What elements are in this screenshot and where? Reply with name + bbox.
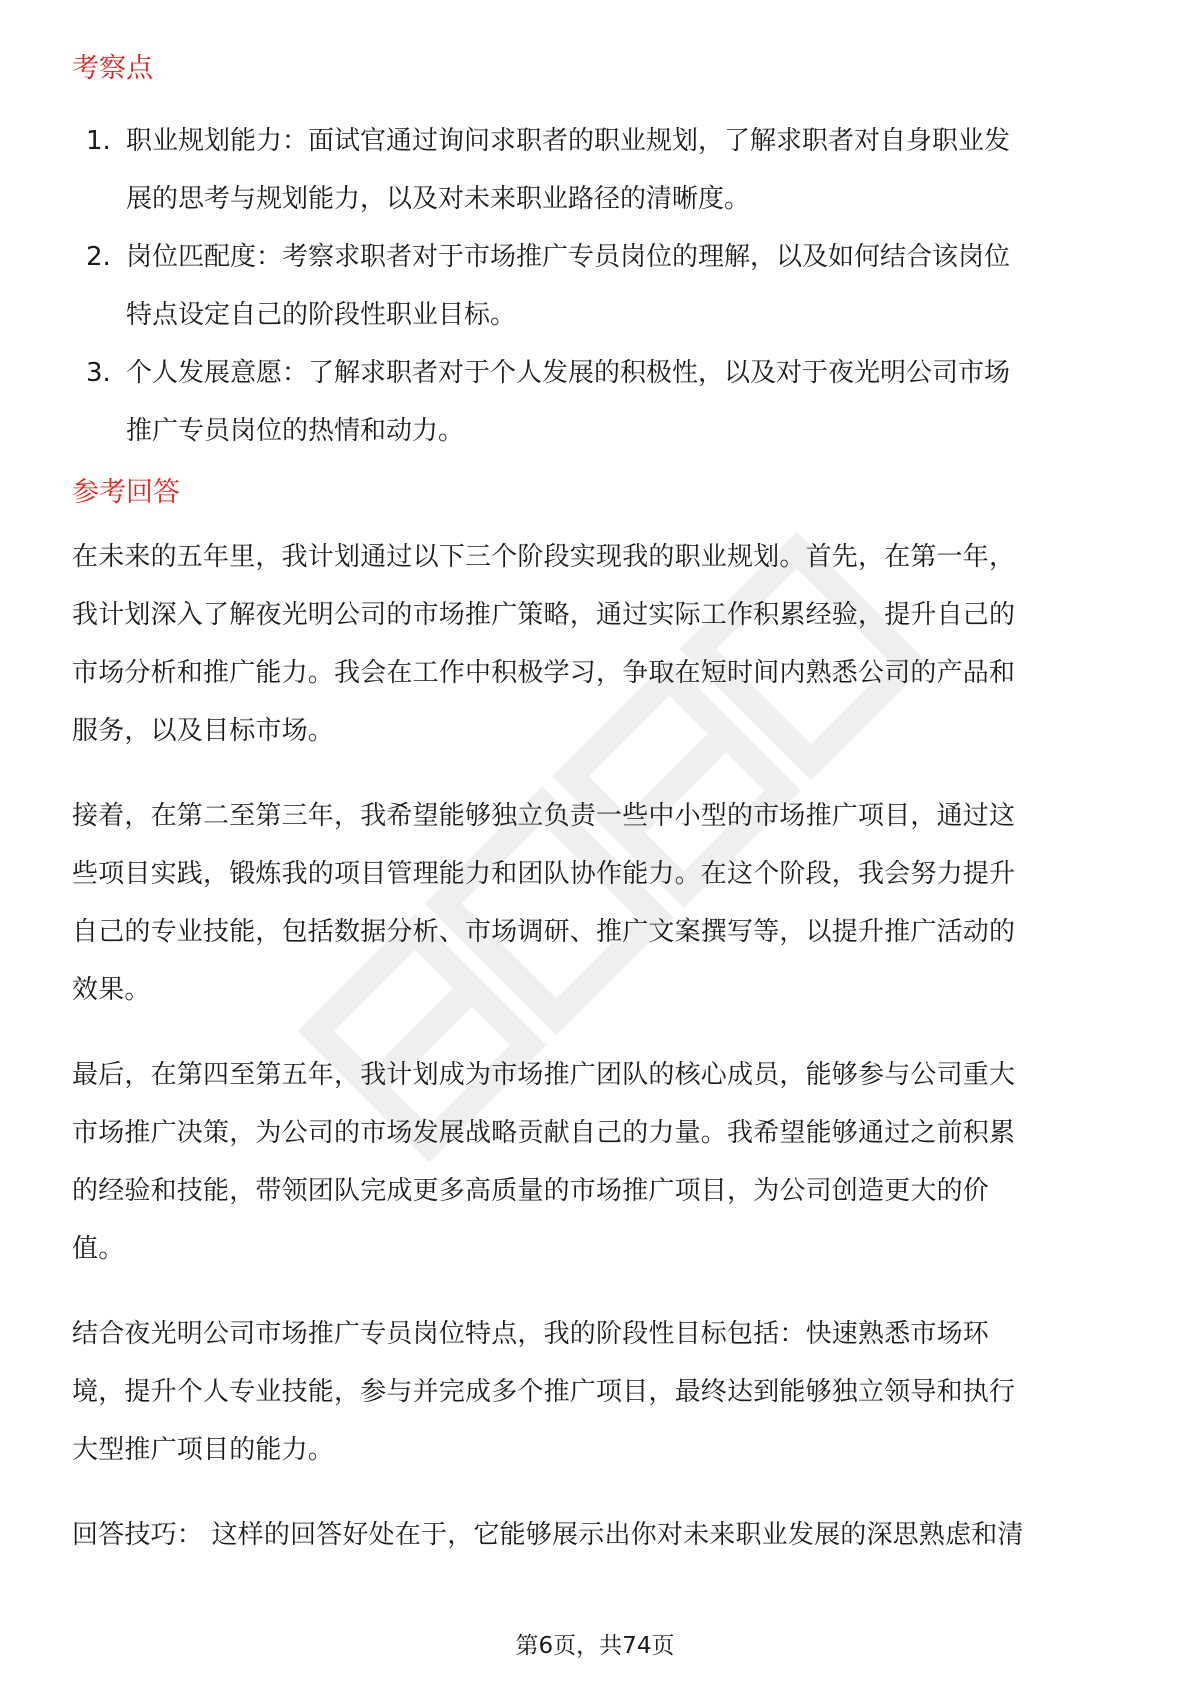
paragraph-line: 效果。 [72,975,151,1005]
paragraph-line: 在未来的五年里，我计划通过以下三个阶段实现我的职业规划。首先，在第一年， [72,542,1016,572]
paragraph-line: 回答技巧： 这样的回答好处在于，它能够展示出你对未来职业发展的深思熟虑和清 [72,1520,1024,1550]
list-line: 岗位匹配度：考察求职者对于市场推广专员岗位的理解，以及如何结合该岗位 [126,242,1011,272]
list-line: 推广专员岗位的热情和动力。 [126,416,465,446]
section-heading-answer: 参考回答 [72,477,180,508]
paragraph-line: 些项目实践，锻炼我的项目管理能力和团队协作能力。在这个阶段，我会努力提升 [72,859,1016,889]
list-item [72,112,1122,228]
paragraph-line: 境，提升个人专业技能，参与并完成多个推广项目，最终达到能够独立领导和执行 [72,1377,1016,1407]
criteria-list [72,112,1122,460]
list-item [72,228,1122,344]
paragraph-line: 最后，在第四至第五年，我计划成为市场推广团队的核心成员，能够参与公司重大 [72,1060,1016,1090]
paragraph-line: 服务，以及目标市场。 [72,716,335,746]
answer-paragraph [72,528,1122,760]
list-number: 1. [86,126,111,156]
section-heading-criteria: 考察点 [72,53,153,84]
paragraph-line: 值。 [72,1234,125,1264]
list-number: 2. [86,242,111,272]
paragraph-line: 大型推广项目的能力。 [72,1435,335,1465]
paragraph-line: 市场推广决策，为公司的市场发展战略贡献自己的力量。我希望能够通过之前积累 [72,1118,1016,1148]
answer-tips-paragraph [72,1506,1122,1564]
paragraph-line: 我计划深入了解夜光明公司的市场推广策略，通过实际工作积累经验，提升自己的 [72,600,1016,630]
paragraph-line: 的经验和技能，带领团队完成更多高质量的市场推广项目，为公司创造更大的价 [72,1176,990,1206]
list-line: 个人发展意愿：了解求职者对于个人发展的积极性，以及对于夜光明公司市场 [126,358,1011,388]
paragraph-line: 结合夜光明公司市场推广专员岗位特点，我的阶段性目标包括：快速熟悉市场环 [72,1319,990,1349]
page-content [72,44,1122,1564]
list-line: 特点设定自己的阶段性职业目标。 [126,300,517,330]
paragraph-line: 市场分析和推广能力。我会在工作中积极学习，争取在短时间内熟悉公司的产品和 [72,658,1016,688]
page-number: 第6页，共74页 [515,1633,675,1659]
list-number: 3. [86,358,111,388]
answer-paragraph [72,1305,1122,1479]
list-line: 展的思考与规划能力，以及对未来职业路径的清晰度。 [126,184,751,214]
answer-paragraph [72,787,1122,1019]
paragraph-line: 接着，在第二至第三年，我希望能够独立负责一些中小型的市场推广项目，通过这 [72,801,1016,831]
list-line: 职业规划能力：面试官通过询问求职者的职业规划，了解求职者对自身职业发 [126,126,1011,156]
answer-paragraph [72,1046,1122,1278]
list-item [72,344,1122,460]
paragraph-line: 自己的专业技能，包括数据分析、市场调研、推广文案撰写等，以提升推广活动的 [72,917,1016,947]
